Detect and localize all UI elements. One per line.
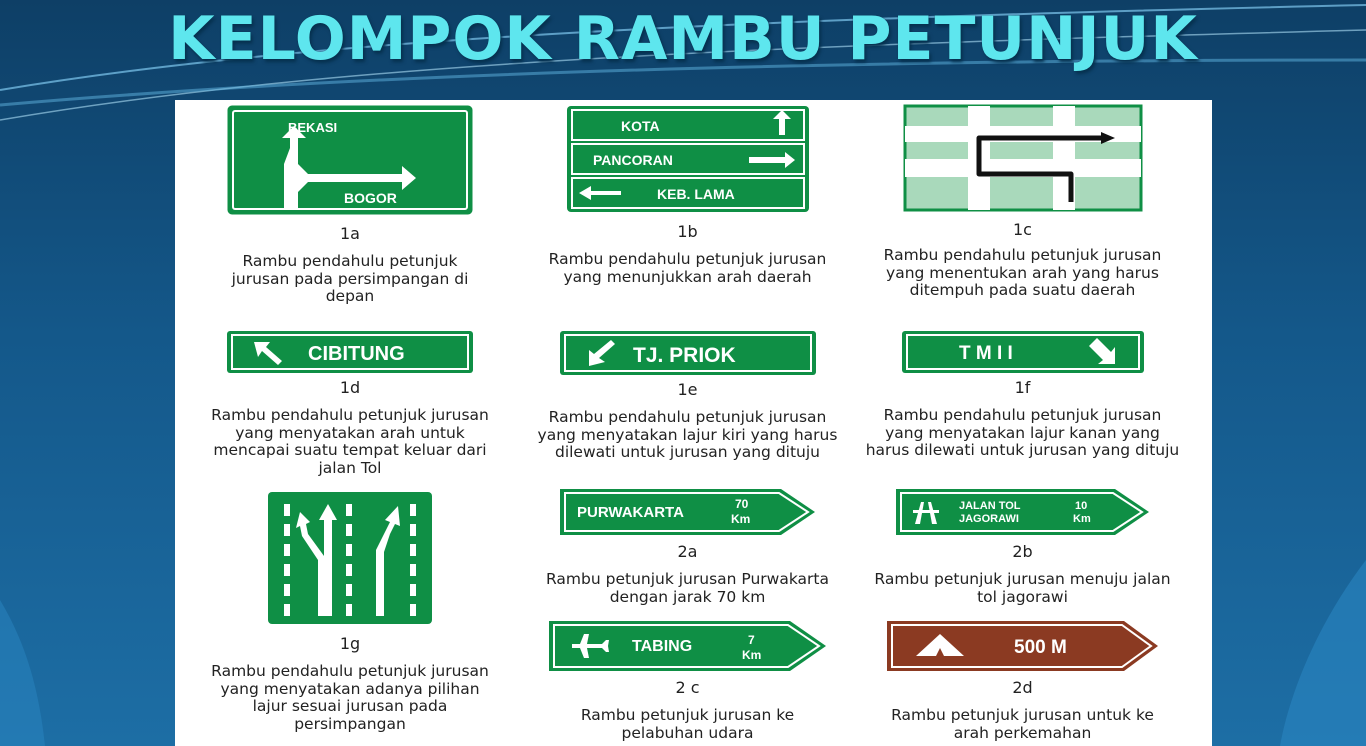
sign-description: Rambu pendahulu petunjuk jurusan yang menyatakan adanya pilihan lajur sesuai jurusan pada persimpangan (211, 662, 489, 733)
sign-code: 1e (677, 380, 698, 399)
sign-2c-graphic (548, 620, 828, 672)
svg-text:JALAN TOL: JALAN TOL (958, 500, 1021, 512)
sign-card-1e (520, 330, 855, 462)
sign-1a-graphic (226, 104, 474, 216)
sign-code: 1f (1014, 378, 1031, 397)
svg-text:Km: Km (730, 512, 750, 526)
sign-description: Rambu pendahulu petunjuk jurusan yang menyatakan lajur kiri yang harus dilewati untuk jurusan yang dituju (537, 408, 838, 461)
sign-card-2a (520, 488, 855, 606)
sign-2a-graphic (559, 488, 817, 536)
sign-1f-graphic (901, 330, 1145, 374)
sign-code: 2d (1012, 678, 1033, 697)
svg-text:70: 70 (734, 497, 748, 511)
sign-1g-graphic (266, 490, 434, 626)
page-title: KELOMPOK RAMBU PETUNJUK (168, 4, 1198, 74)
svg-text:TABING: TABING (631, 638, 692, 655)
sign-1c-graphic (903, 104, 1143, 212)
svg-text:Km: Km (741, 648, 761, 662)
sign-code: 2b (1012, 542, 1033, 561)
sign-code: 1d (339, 378, 361, 397)
sign-card-2b (855, 488, 1190, 606)
sign-card-2c (520, 620, 855, 742)
svg-text:CIBITUNG: CIBITUNG (308, 343, 405, 365)
sign-description: Rambu petunjuk jurusan menuju jalan tol jagorawi (874, 570, 1171, 606)
sign-description: Rambu pendahulu petunjuk jurusan yang menyatakan lajur kanan yang harus dilewati untuk jurusan yang dituju (865, 406, 1180, 459)
sign-description: Rambu pendahulu petunjuk jurusan yang menentukan arah yang harus ditempuh pada suatu daerah (883, 246, 1162, 299)
sign-card-1a (185, 104, 515, 306)
sign-card-1f (855, 330, 1190, 460)
sign-2d-graphic (886, 620, 1160, 672)
sign-code: 1b (677, 222, 698, 241)
svg-text:BEKASI: BEKASI (288, 120, 338, 135)
svg-text:KOTA: KOTA (620, 118, 660, 134)
sign-code: 2a (677, 542, 698, 561)
sign-description: Rambu pendahulu petunjuk jurusan pada persimpangan di depan (231, 252, 469, 305)
svg-text:T M I I: T M I I (958, 343, 1013, 364)
svg-text:BOGOR: BOGOR (344, 190, 397, 206)
svg-text:10: 10 (1074, 500, 1087, 512)
sign-code: 1a (340, 224, 360, 243)
svg-text:500 M: 500 M (1013, 637, 1067, 658)
svg-text:Km: Km (1072, 513, 1091, 525)
sign-code: 2 c (675, 678, 700, 697)
sign-code: 1c (1013, 220, 1032, 239)
svg-text:TJ. PRIOK: TJ. PRIOK (632, 344, 736, 367)
sign-card-1d (185, 330, 515, 477)
sign-description: Rambu petunjuk jurusan ke pelabuhan udara (580, 706, 795, 742)
svg-text:PURWAKARTA: PURWAKARTA (576, 504, 684, 521)
svg-text:PANCORAN: PANCORAN (592, 152, 673, 168)
sign-description: Rambu pendahulu petunjuk jurusan yang menyatakan arah untuk mencapai suatu tempat keluar dari jalan Tol (211, 406, 489, 477)
sign-description: Rambu petunjuk jurusan untuk ke arah perkemahan (891, 706, 1154, 742)
sign-2b-graphic (895, 488, 1151, 536)
sign-card-1c (855, 104, 1190, 300)
sign-1b-graphic (565, 104, 811, 214)
sign-1e-graphic (559, 330, 817, 376)
signs-panel (175, 100, 1212, 746)
svg-text:JAGORAWI: JAGORAWI (958, 513, 1019, 525)
sign-description: Rambu petunjuk jurusan Purwakarta dengan jarak 70 km (546, 570, 829, 606)
sign-card-1b (520, 104, 855, 286)
sign-description: Rambu pendahulu petunjuk jurusan yang menunjukkan arah daerah (548, 250, 827, 286)
svg-text:7: 7 (747, 633, 755, 647)
sign-card-1g (185, 490, 515, 733)
sign-card-2d (855, 620, 1190, 742)
sign-code: 1g (339, 634, 361, 653)
svg-text:KEB. LAMA: KEB. LAMA (656, 186, 735, 202)
sign-1d-graphic (226, 330, 474, 374)
